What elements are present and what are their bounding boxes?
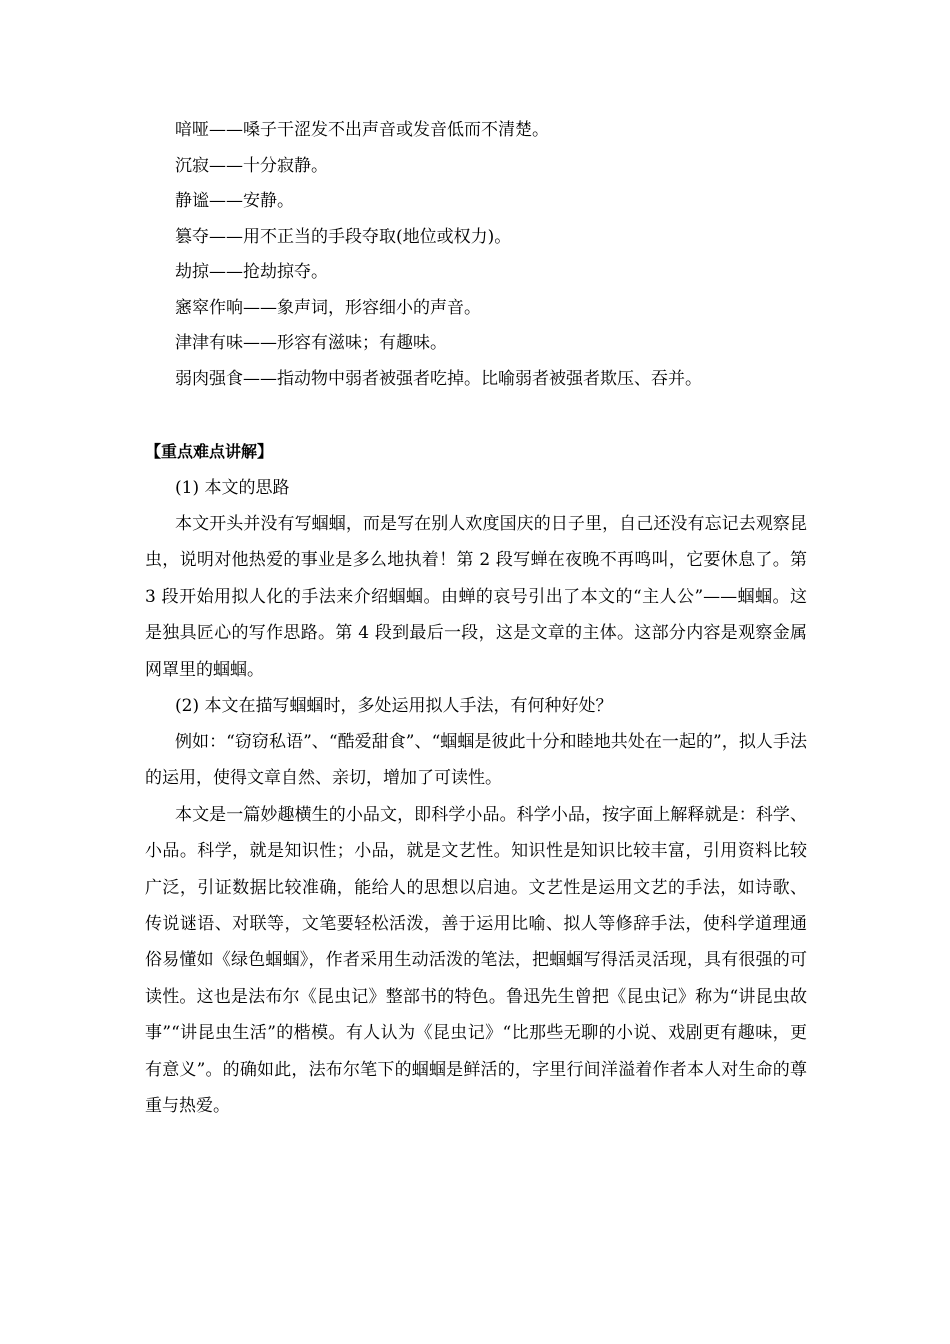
vocabulary-list [175, 122, 835, 406]
question-2-heading: (2) 本文在描写蝈蝈时，多处运用拟人手法，有何种好处？ [175, 696, 613, 717]
vocab-item: 窸窣作响——象声词，形容细小的声音。 [175, 297, 481, 318]
section-heading: 【重点难点讲解】 [145, 442, 274, 461]
vocab-item: 沉寂——十分寂静。 [175, 155, 328, 176]
vocab-item: 弱肉强食——指动物中弱者被强者吃掉。比喻弱者被强者欺压、吞并。 [175, 368, 702, 389]
vocab-item: 津津有味——形容有滋味；有趣味。 [175, 333, 447, 353]
question-1-heading: (1) 本文的思路 [175, 478, 290, 498]
vocab-item: 喑哑——嗓子干涩发不出声音或发音低而不清楚。 [175, 120, 549, 140]
vocab-item: 静谧——安静。 [175, 191, 294, 211]
vocab-item: 篡夺——用不正当的手段夺取(地位或权力)。 [175, 226, 512, 247]
paragraph-2: 例如：“窃窃私语”、“酷爱甜食”、“蝈蝈是彼此十分和睦地共处在一起的”，拟人手法的运用，使得文章自然、亲切，增加了可读性。 [145, 732, 807, 789]
section-body [145, 470, 807, 1125]
paragraph-1: 本文开头并没有写蝈蝈，而是写在别人欢度国庆的日子里，自己还没有忘记去观察昆虫，说明对他热爱的事业是多么地执着！第 2 段写蝉在夜晚不再鸣叫，它要休息了。第 3 段开始用拟人化的手法来介绍蝈蝈。由蝉的哀号引出了本文的“主人公”——蝈蝈。这是独具匠心的写作思路。第 4 段到最后一段，这是文章的主体。这部分内容是观察金属网罩里的蝈蝈。 [145, 514, 807, 680]
vocab-item: 劫掠——抢劫掠夺。 [175, 262, 328, 282]
paragraph-3: 本文是一篇妙趣横生的小品文，即科学小品。科学小品，按字面上解释就是：科学、小品。科学，就是知识性；小品，就是文艺性。知识性是知识比较丰富，引用资料比较广泛，引证数据比较准确，能给人的思想以启迪。文艺性是运用文艺的手法，如诗歌、传说谜语、对联等，文笔要轻松活泼，善于运用比喻、拟人等修辞手法，使科学道理通俗易懂如《绿色蝈蝈》，作者采用生动活泼的笔法，把蝈蝈写得活灵活现，具有很强的可读性。这也是法布尔《昆虫记》整部书的特色。鲁迅先生曾把《昆虫记》称为“讲昆虫故事”“讲昆虫生活”的楷模。有人认为《昆虫记》“比那些无聊的小说、戏剧更有趣味，更有意义”。的确如此，法布尔笔下的蝈蝈是鲜活的，字里行间洋溢着作者本人对生命的尊重与热爱。 [145, 804, 807, 1117]
